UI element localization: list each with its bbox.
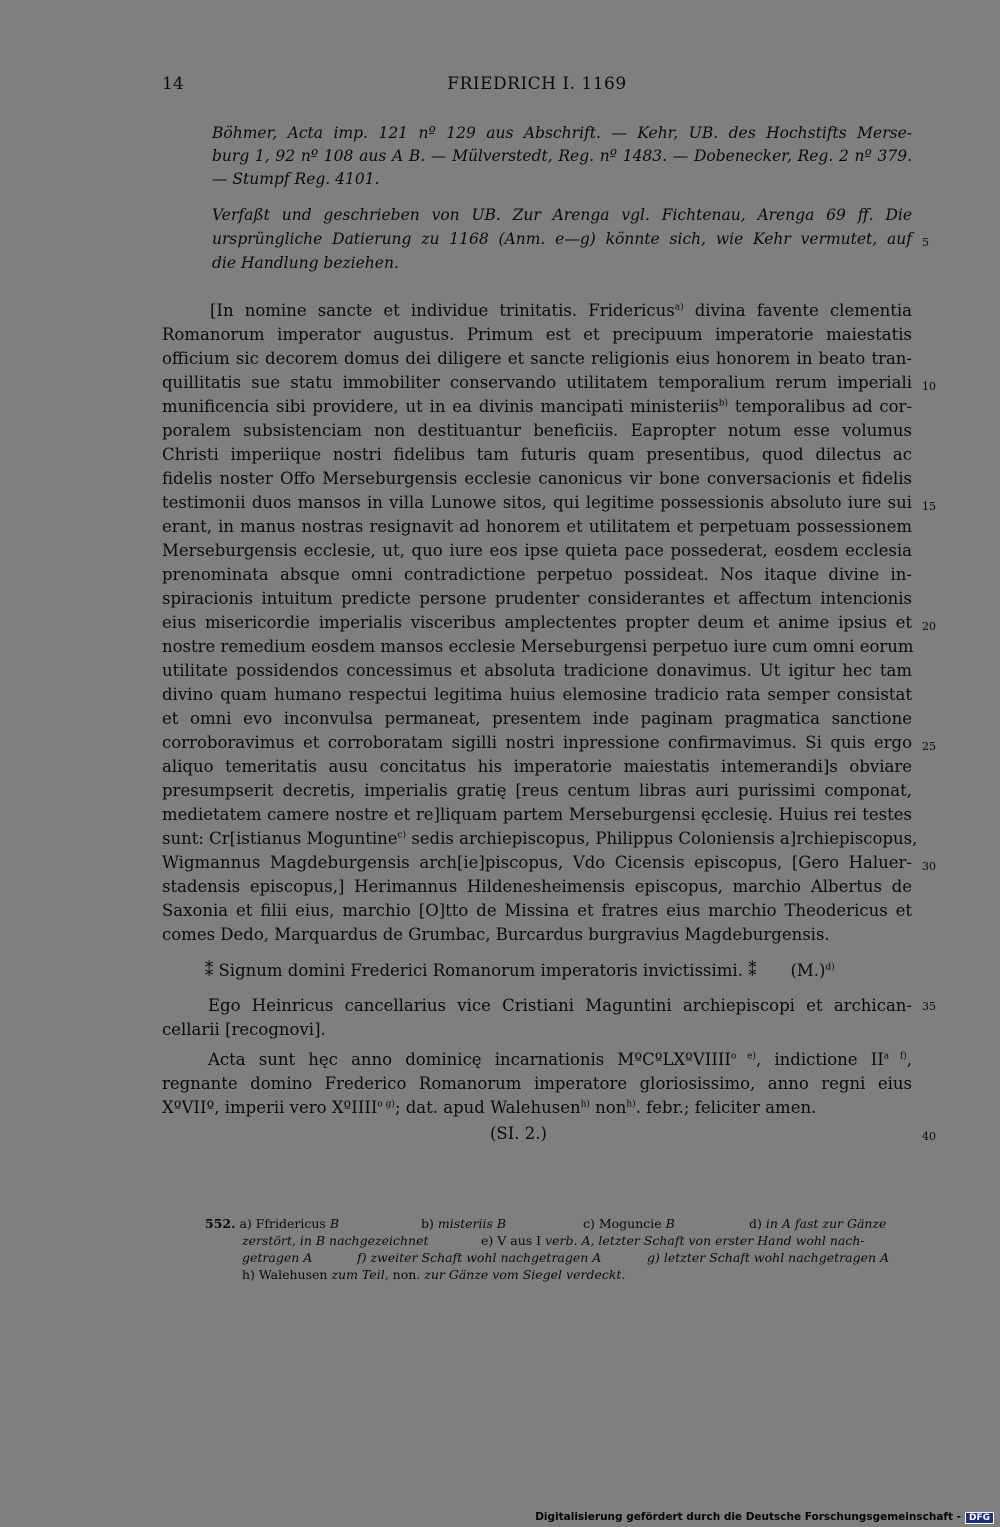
body-line: sunt: Cr[istianus Moguntine$^{c)}$ sedis archiepiscopus, Philippus Coloniensis a]rchiepiscopus, (162, 829, 918, 848)
body-line: utilitate possidendos concessimus et absoluta tradicione donavimus. Ut igitur hec tam (162, 661, 912, 680)
margin-line-number: 40 (922, 1130, 936, 1143)
source-line: — Stumpf Reg. 4101. (212, 170, 380, 188)
body-line-1: [In nomine sancte et individue trinitatis. Fridericus$^{a)}$ divina favente clementia (210, 301, 913, 320)
footnote-line: e) V aus I verb. A, letzter Schaft von erster Hand wohl nach- (481, 1233, 865, 1248)
note-line: Verfaßt und geschrieben von UB. Zur Arenga vgl. Fichtenau, Arenga 69 ff. Die (212, 206, 912, 224)
footnote-line: d) in A fast zur Gänze (749, 1216, 887, 1231)
seal-mark: (SI. 2.) (490, 1124, 547, 1143)
body-line: Saxonia et filii eius, marchio [O]tto de Missina et fratres eius marchio Theodericus et (162, 901, 912, 920)
margin-line-number: 15 (922, 500, 936, 513)
footnote-line: c) Moguncie B (583, 1216, 675, 1231)
body-line: testimonii duos mansos in villa Lunowe sitos, qui legitime possessionis absoluto iure sui (162, 493, 912, 512)
source-line: Böhmer, Acta imp. 121 nº 129 aus Abschrift. — Kehr, UB. des Hochstifts Merse- (212, 124, 912, 142)
body-line: fidelis noster Offo Merseburgensis ecclesie canonicus vir bone conversacionis et fidelis (162, 469, 912, 488)
dating-line: Acta sunt hęc anno dominicę incarnationis MºCºLXºVIIII$^{o e)}$, indictione $II^{a f)}$, (208, 1050, 912, 1069)
body-line: prenominata absque omni contradictione perpetuo possideat. Nos itaque divine in- (162, 565, 912, 584)
footnote-line: getragen A (242, 1250, 313, 1265)
source-line: burg 1, 92 nº 108 aus A B. — Mülverstedt, Reg. nº 1483. — Dobenecker, Reg. 2 nº 379. (212, 147, 912, 165)
body-line: officium sic decorem domus dei diligere et sancte religionis eius honorem in beato tran- (162, 349, 912, 368)
dating-line: regnante domino Frederico Romanorum imperatore gloriosissimo, anno regni eius (162, 1074, 912, 1093)
body-line: Merseburgensis ecclesie, ut, quo iure eos ipse quieta pace possederat, eosdem ecclesia (162, 541, 912, 560)
footnote-line: f) zweiter Schaft wohl nachgetragen A (357, 1250, 602, 1265)
body-line: comes Dedo, Marquardus de Grumbac, Burcardus burgravius Magdeburgensis. (162, 925, 830, 944)
note-line: die Handlung beziehen. (212, 254, 399, 272)
body-line: quillitatis sue statu immobiliter conservando utilitatem temporalium rerum imperiali (162, 373, 912, 392)
footnote-line: zerstört, in B nachgezeichnet (242, 1233, 429, 1248)
running-title: FRIEDRICH I. 1169 (447, 74, 627, 94)
margin-line-number: 35 (922, 1000, 936, 1013)
body-line: Wigmannus Magdeburgensis arch[ie]piscopus, Vdo Cicensis episcopus, [Gero Haluer- (162, 853, 912, 872)
body-line: aliquo temeritatis ausu concitatus his imperatorie maiestatis intemerandi]s obviare (162, 757, 912, 776)
margin-line-number: 10 (922, 380, 936, 393)
body-line: et omni evo inconvulsa permaneat, presentem inde paginam pragmatica sanctione (162, 709, 912, 728)
body-line: spiracionis intuitum predicte persone prudenter considerantes et affectum intencionis (162, 589, 912, 608)
margin-line-number: 20 (922, 620, 936, 633)
body-line: divino quam humano respectui legitima huius elemosine tradicio rata semper consistat (162, 685, 912, 704)
body-line: eius misericordie imperialis visceribus amplectentes propter deum et anime ipsius et (162, 613, 912, 632)
body-line: presumpserit decretis, imperialis gratię [reus centum libras auri purissimi componat, (162, 781, 912, 800)
body-line: Christi imperiique nostri fidelibus tam futuris quam presentibus, quod dilectus ac (162, 445, 912, 464)
body-line: munificencia sibi providere, ut in ea divinis mancipati ministeriis$^{b)}$ temporalibus ad cor- (162, 397, 913, 416)
funding-credit: Digitalisierung gefördert durch die Deutsche Forschungsgemeinschaft - DFG (535, 1511, 994, 1524)
footnote-line: b) misteriis B (421, 1216, 507, 1231)
footnote-line: g) letzter Schaft wohl nachgetragen A (647, 1250, 890, 1265)
footnote-line: 552. a) Ffridericus B (205, 1216, 340, 1231)
body-line: stadensis episcopus,] Herimannus Hildenesheimensis episcopus, marchio Albertus de (162, 877, 912, 896)
recognition-line: Ego Heinricus cancellarius vice Cristiani Maguntini archiepiscopi et archican- (208, 996, 912, 1015)
footnote-line: h) Walehusen zum Teil, non. zur Gänze vom Siegel verdeckt. (242, 1267, 626, 1282)
body-line: poralem subsistenciam non destituantur beneficiis. Eapropter notum esse volumus (162, 421, 912, 440)
body-line: Romanorum imperator augustus. Primum est et precipuum imperatorie maiestatis (162, 325, 912, 344)
body-line: corroboravimus et corroboratam sigilli nostri inpressione confirmavimus. Si quis ergo (162, 733, 912, 752)
body-line: erant, in manus nostras resignavit ad honorem et utilitatem et perpetuam possessionem (162, 517, 912, 536)
page-number: 14 (162, 74, 184, 94)
note-line: ursprüngliche Datierung zu 1168 (Anm. e—g) könnte sich, wie Kehr vermutet, auf (212, 230, 912, 248)
recognition-line: cellarii [recognovi]. (162, 1020, 326, 1039)
margin-line-number: 30 (922, 860, 936, 873)
body-line: nostre remedium eosdem mansos ecclesie Merseburgensi perpetuo iure cum omni eorum (162, 637, 914, 656)
body-line: medietatem camere nostre et re]liquam partem Merseburgensi ęcclesię. Huius rei testes (162, 805, 912, 824)
dfg-logo: DFG (965, 1512, 994, 1524)
margin-line-number: 5 (922, 236, 929, 249)
signum-line: ⁑ Signum domini Frederici Romanorum imperatoris invictissimi. ⁑ $(M.)^{d)}$ (205, 961, 835, 980)
margin-line-number: 25 (922, 740, 936, 753)
dating-line: XºVIIº, imperii vero XºIIII$^{o g)}$; dat. apud Walehusen$^{h)}$ non$^{h)}$. febr.; feliciter amen. (162, 1098, 817, 1117)
